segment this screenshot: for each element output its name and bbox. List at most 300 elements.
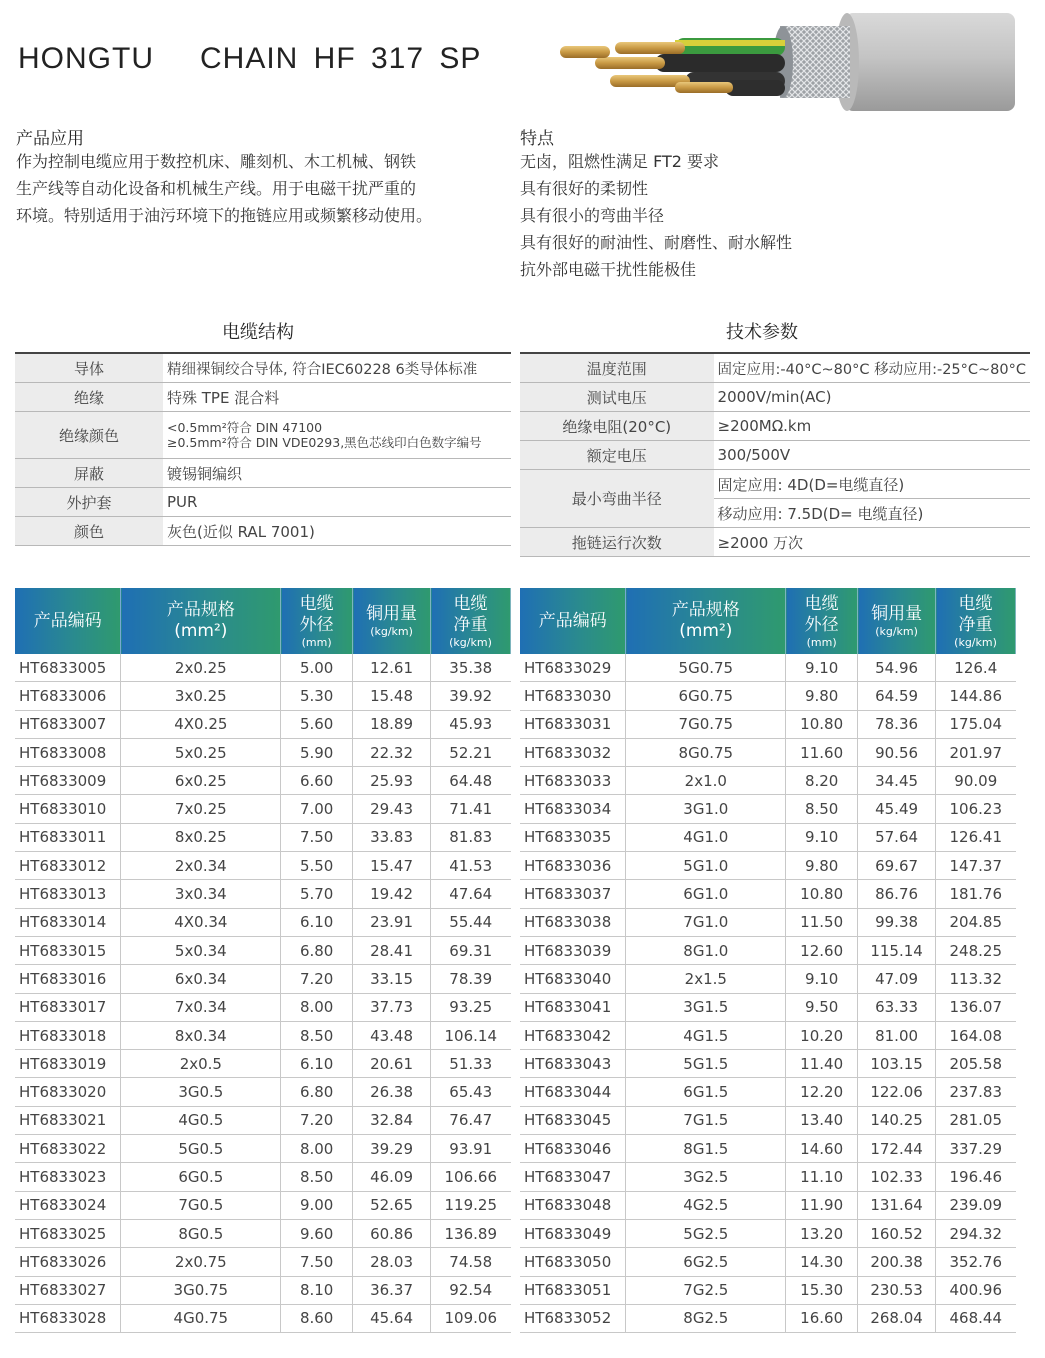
cell-weight: 136.07	[936, 993, 1016, 1021]
table-row	[15, 993, 511, 1021]
cell-code: HT6833041	[520, 993, 626, 1021]
cell-od: 10.20	[786, 1021, 858, 1049]
table-row	[520, 852, 1016, 880]
spec-value-line: <0.5mm²符合 DIN 47100	[167, 420, 323, 435]
cell-od: 9.00	[281, 1191, 353, 1219]
table-row	[520, 795, 1016, 823]
cell-cu: 57.64	[858, 823, 936, 851]
cell-weight: 109.06	[431, 1304, 511, 1332]
header-code: 产品编码	[15, 588, 121, 654]
application-heading: 产品应用	[16, 129, 84, 149]
cell-od: 14.30	[786, 1248, 858, 1276]
cell-weight: 248.25	[936, 936, 1016, 964]
cell-spec: 4X0.25	[121, 710, 281, 738]
cell-od: 11.10	[786, 1163, 858, 1191]
cell-code: HT6833045	[520, 1106, 626, 1134]
cell-weight: 106.66	[431, 1163, 511, 1191]
cell-spec: 6x0.34	[121, 965, 281, 993]
cell-weight: 205.58	[936, 1050, 1016, 1078]
spec-key: 绝缘电阻(20°C)	[520, 412, 714, 441]
cell-spec: 7G0.75	[626, 710, 786, 738]
cell-cu: 60.86	[353, 1219, 431, 1247]
table-row	[520, 1248, 1016, 1276]
cell-weight: 74.58	[431, 1248, 511, 1276]
cell-od: 7.20	[281, 965, 353, 993]
cell-weight: 51.33	[431, 1050, 511, 1078]
cell-cu: 33.15	[353, 965, 431, 993]
table-row	[15, 852, 511, 880]
cell-weight: 337.29	[936, 1135, 1016, 1163]
table-row	[520, 880, 1016, 908]
spec-key: 屏蔽	[15, 459, 163, 488]
cell-code: HT6833018	[15, 1021, 121, 1049]
cell-od: 8.10	[281, 1276, 353, 1304]
cell-spec: 6G2.5	[626, 1248, 786, 1276]
cell-od: 11.60	[786, 738, 858, 766]
spec-key: 外护套	[15, 488, 163, 517]
cell-code: HT6833011	[15, 823, 121, 851]
table-row	[520, 528, 1030, 557]
cell-cu: 36.37	[353, 1276, 431, 1304]
cell-cu: 15.47	[353, 852, 431, 880]
cell-od: 7.50	[281, 823, 353, 851]
cell-cu: 39.29	[353, 1135, 431, 1163]
cell-cu: 160.52	[858, 1219, 936, 1247]
cell-cu: 28.41	[353, 936, 431, 964]
cell-code: HT6833028	[15, 1304, 121, 1332]
cell-cu: 29.43	[353, 795, 431, 823]
table-row	[520, 823, 1016, 851]
cell-code: HT6833048	[520, 1191, 626, 1219]
cell-spec: 8G1.5	[626, 1135, 786, 1163]
table-row	[15, 1135, 511, 1163]
spec-key: 温度范围	[520, 353, 714, 383]
table-row	[520, 654, 1016, 682]
spec-value: 灰色(近似 RAL 7001)	[163, 517, 511, 546]
cell-spec: 4X0.34	[121, 908, 281, 936]
application-line: 环境。特别适用于油污环境下的拖链应用或频繁移动使用。	[16, 206, 433, 225]
cell-cu: 103.15	[858, 1050, 936, 1078]
cell-code: HT6833046	[520, 1135, 626, 1163]
cell-od: 6.60	[281, 767, 353, 795]
spec-value: 镀锡铜编织	[163, 459, 511, 488]
cell-weight: 52.21	[431, 738, 511, 766]
cell-weight: 400.96	[936, 1276, 1016, 1304]
table-row	[520, 767, 1016, 795]
table-row	[15, 517, 511, 546]
cell-spec: 7x0.25	[121, 795, 281, 823]
cell-weight: 468.44	[936, 1304, 1016, 1332]
table-row	[520, 710, 1016, 738]
table-row	[15, 412, 511, 459]
cell-cu: 47.09	[858, 965, 936, 993]
cell-od: 9.10	[786, 965, 858, 993]
table-row	[520, 1219, 1016, 1247]
cell-weight: 90.09	[936, 767, 1016, 795]
cell-spec: 7x0.34	[121, 993, 281, 1021]
cell-weight: 92.54	[431, 1276, 511, 1304]
cell-code: HT6833005	[15, 654, 121, 682]
spec-value-line: ≥0.5mm²符合 DIN VDE0293,黑色芯线印白色数字编号	[167, 435, 482, 450]
cell-cu: 63.33	[858, 993, 936, 1021]
cell-code: HT6833034	[520, 795, 626, 823]
feature-item: 无卤，阻燃性满足 FT2 要求	[520, 152, 720, 171]
cell-code: HT6833042	[520, 1021, 626, 1049]
table-row	[15, 1021, 511, 1049]
product-table-right	[520, 588, 1016, 1333]
spec-value: 移动应用: 7.5D(D= 电缆直径)	[714, 499, 1030, 528]
cell-od: 15.30	[786, 1276, 858, 1304]
cell-cu: 99.38	[858, 908, 936, 936]
cell-spec: 8G0.5	[121, 1219, 281, 1247]
cell-cu: 23.91	[353, 908, 431, 936]
table-row	[15, 1304, 511, 1332]
cell-weight: 55.44	[431, 908, 511, 936]
header-od: 电缆 外径 (mm)	[281, 588, 353, 654]
cell-od: 5.70	[281, 880, 353, 908]
cell-cu: 90.56	[858, 738, 936, 766]
header-code: 产品编码	[520, 588, 626, 654]
cell-code: HT6833015	[15, 936, 121, 964]
cell-od: 7.50	[281, 1248, 353, 1276]
cell-weight: 196.46	[936, 1163, 1016, 1191]
cell-cu: 37.73	[353, 993, 431, 1021]
cell-cu: 12.61	[353, 654, 431, 682]
cell-weight: 106.14	[431, 1021, 511, 1049]
cell-od: 9.10	[786, 823, 858, 851]
cell-cu: 230.53	[858, 1276, 936, 1304]
cell-weight: 294.32	[936, 1219, 1016, 1247]
header-od: 电缆 外径 (mm)	[786, 588, 858, 654]
cell-spec: 2x0.75	[121, 1248, 281, 1276]
table-row	[520, 1135, 1016, 1163]
cell-code: HT6833038	[520, 908, 626, 936]
structure-table	[15, 352, 511, 546]
table-row	[15, 880, 511, 908]
table-row	[520, 1106, 1016, 1134]
cell-cu: 131.64	[858, 1191, 936, 1219]
spec-key: 额定电压	[520, 441, 714, 470]
spec-value: 固定应用: 4D(D=电缆直径)	[714, 470, 1030, 499]
cell-weight: 76.47	[431, 1106, 511, 1134]
cell-od: 9.50	[786, 993, 858, 1021]
cell-weight: 81.83	[431, 823, 511, 851]
cell-weight: 35.38	[431, 654, 511, 682]
table-row	[15, 936, 511, 964]
spec-key: 测试电压	[520, 383, 714, 412]
cell-od: 8.50	[281, 1163, 353, 1191]
cell-spec: 5G1.5	[626, 1050, 786, 1078]
cell-spec: 5G0.75	[626, 654, 786, 682]
cell-od: 11.50	[786, 908, 858, 936]
cell-od: 7.20	[281, 1106, 353, 1134]
table-row	[15, 1078, 511, 1106]
cell-weight: 126.4	[936, 654, 1016, 682]
cell-od: 13.40	[786, 1106, 858, 1134]
cell-weight: 41.53	[431, 852, 511, 880]
cell-weight: 64.48	[431, 767, 511, 795]
cell-spec: 2x0.25	[121, 654, 281, 682]
cell-weight: 352.76	[936, 1248, 1016, 1276]
table-row	[520, 1163, 1016, 1191]
cell-spec: 3G2.5	[626, 1163, 786, 1191]
cell-spec: 3G1.5	[626, 993, 786, 1021]
cell-spec: 4G0.5	[121, 1106, 281, 1134]
cell-code: HT6833035	[520, 823, 626, 851]
features-list	[520, 148, 792, 283]
cell-weight: 119.25	[431, 1191, 511, 1219]
cell-code: HT6833032	[520, 738, 626, 766]
header-cu: 铜用量 (kg/km)	[353, 588, 431, 654]
cell-spec: 5G2.5	[626, 1219, 786, 1247]
cell-cu: 34.45	[858, 767, 936, 795]
cell-code: HT6833019	[15, 1050, 121, 1078]
cell-spec: 6G0.5	[121, 1163, 281, 1191]
cell-weight: 144.86	[936, 682, 1016, 710]
cell-od: 11.90	[786, 1191, 858, 1219]
table-row	[520, 470, 1030, 499]
cell-od: 8.00	[281, 993, 353, 1021]
header-cu: 铜用量 (kg/km)	[858, 588, 936, 654]
header-spec: 产品规格 (mm²)	[121, 588, 281, 654]
cell-spec: 3G0.75	[121, 1276, 281, 1304]
table-row	[15, 1191, 511, 1219]
application-line: 作为控制电缆应用于数控机床、雕刻机、木工机械、钢铁	[16, 152, 417, 171]
cell-code: HT6833044	[520, 1078, 626, 1106]
table-row	[15, 965, 511, 993]
cell-cu: 45.64	[353, 1304, 431, 1332]
cell-od: 8.60	[281, 1304, 353, 1332]
cell-cu: 52.65	[353, 1191, 431, 1219]
cell-weight: 65.43	[431, 1078, 511, 1106]
cell-code: HT6833027	[15, 1276, 121, 1304]
cell-spec: 3x0.34	[121, 880, 281, 908]
cell-code: HT6833016	[15, 965, 121, 993]
spec-value: 精细裸铜绞合导体, 符合IEC60228 6类导体标准	[163, 353, 511, 383]
cell-spec: 6x0.25	[121, 767, 281, 795]
table-row	[15, 1050, 511, 1078]
table-row	[15, 1106, 511, 1134]
cell-od: 8.50	[786, 795, 858, 823]
spec-value: 固定应用:-40°C~80°C 移动应用:-25°C~80°C	[714, 353, 1030, 383]
cell-od: 8.20	[786, 767, 858, 795]
spec-value: 特殊 TPE 混合料	[163, 383, 511, 412]
cell-cu: 43.48	[353, 1021, 431, 1049]
table-row	[15, 823, 511, 851]
tech-title: 技术参数	[726, 322, 798, 343]
cell-weight: 69.31	[431, 936, 511, 964]
cell-spec: 5G1.0	[626, 852, 786, 880]
cell-code: HT6833010	[15, 795, 121, 823]
cell-code: HT6833047	[520, 1163, 626, 1191]
cell-spec: 4G2.5	[626, 1191, 786, 1219]
spec-key: 颜色	[15, 517, 163, 546]
table-row	[15, 682, 511, 710]
cell-od: 5.60	[281, 710, 353, 738]
cell-weight: 93.25	[431, 993, 511, 1021]
cell-cu: 26.38	[353, 1078, 431, 1106]
table-row	[15, 654, 511, 682]
cell-od: 9.80	[786, 682, 858, 710]
cell-spec: 8G0.75	[626, 738, 786, 766]
cell-spec: 7G1.5	[626, 1106, 786, 1134]
cell-od: 9.60	[281, 1219, 353, 1247]
table-row	[15, 459, 511, 488]
table-row	[15, 738, 511, 766]
table-row	[520, 441, 1030, 470]
cell-spec: 2x1.0	[626, 767, 786, 795]
cell-code: HT6833040	[520, 965, 626, 993]
cell-cu: 15.48	[353, 682, 431, 710]
cell-cu: 46.09	[353, 1163, 431, 1191]
cell-code: HT6833006	[15, 682, 121, 710]
cell-weight: 47.64	[431, 880, 511, 908]
header-spec: 产品规格 (mm²)	[626, 588, 786, 654]
cell-code: HT6833022	[15, 1135, 121, 1163]
cell-cu: 78.36	[858, 710, 936, 738]
cell-code: HT6833031	[520, 710, 626, 738]
cell-spec: 8G2.5	[626, 1304, 786, 1332]
table-row	[15, 1248, 511, 1276]
cell-od: 9.80	[786, 852, 858, 880]
table-row	[520, 1191, 1016, 1219]
cell-od: 16.60	[786, 1304, 858, 1332]
application-line: 生产线等自动化设备和机械生产线。用于电磁干扰严重的	[16, 179, 417, 198]
cell-weight: 164.08	[936, 1021, 1016, 1049]
table-row	[520, 965, 1016, 993]
cell-spec: 7G0.5	[121, 1191, 281, 1219]
spec-key: 导体	[15, 353, 163, 383]
cell-cu: 18.89	[353, 710, 431, 738]
table-row	[520, 682, 1016, 710]
cell-cu: 200.38	[858, 1248, 936, 1276]
cell-spec: 3G1.0	[626, 795, 786, 823]
cell-code: HT6833008	[15, 738, 121, 766]
cell-code: HT6833043	[520, 1050, 626, 1078]
cell-weight: 147.37	[936, 852, 1016, 880]
cell-code: HT6833051	[520, 1276, 626, 1304]
cell-code: HT6833017	[15, 993, 121, 1021]
cell-cu: 32.84	[353, 1106, 431, 1134]
features-heading: 特点	[520, 129, 554, 149]
spec-key: 绝缘颜色	[15, 412, 163, 459]
cell-cu: 115.14	[858, 936, 936, 964]
cell-od: 7.00	[281, 795, 353, 823]
feature-item: 具有很好的耐油性、耐磨性、耐水解性	[520, 233, 793, 252]
table-row	[15, 383, 511, 412]
cell-od: 5.50	[281, 852, 353, 880]
cell-code: HT6833026	[15, 1248, 121, 1276]
cell-spec: 8G1.0	[626, 936, 786, 964]
spec-value: 2000V/min(AC)	[714, 383, 1030, 412]
cell-od: 9.10	[786, 654, 858, 682]
cell-spec: 6G1.0	[626, 880, 786, 908]
cell-cu: 172.44	[858, 1135, 936, 1163]
header-weight: 电缆 净重 (kg/km)	[936, 588, 1016, 654]
cell-weight: 204.85	[936, 908, 1016, 936]
spec-value: ≥2000 万次	[714, 528, 1030, 557]
table-row	[520, 738, 1016, 766]
cell-code: HT6833012	[15, 852, 121, 880]
cell-code: HT6833020	[15, 1078, 121, 1106]
cell-weight: 175.04	[936, 710, 1016, 738]
cell-od: 8.00	[281, 1135, 353, 1163]
table-row	[520, 993, 1016, 1021]
cell-spec: 7G2.5	[626, 1276, 786, 1304]
cell-cu: 69.67	[858, 852, 936, 880]
table-row	[520, 936, 1016, 964]
cell-od: 8.50	[281, 1021, 353, 1049]
cell-code: HT6833014	[15, 908, 121, 936]
cell-code: HT6833021	[15, 1106, 121, 1134]
cell-od: 12.20	[786, 1078, 858, 1106]
cell-cu: 19.42	[353, 880, 431, 908]
table-row	[520, 1078, 1016, 1106]
cell-spec: 4G0.75	[121, 1304, 281, 1332]
table-row	[520, 383, 1030, 412]
cell-code: HT6833025	[15, 1219, 121, 1247]
header-weight: 电缆 净重 (kg/km)	[431, 588, 511, 654]
cell-code: HT6833050	[520, 1248, 626, 1276]
spec-key: 拖链运行次数	[520, 528, 714, 557]
table-row	[520, 1021, 1016, 1049]
cell-od: 12.60	[786, 936, 858, 964]
cell-cu: 81.00	[858, 1021, 936, 1049]
cell-spec: 5G0.5	[121, 1135, 281, 1163]
cell-cu: 86.76	[858, 880, 936, 908]
cell-od: 14.60	[786, 1135, 858, 1163]
cell-weight: 45.93	[431, 710, 511, 738]
cell-spec: 7G1.0	[626, 908, 786, 936]
cell-spec: 2x0.5	[121, 1050, 281, 1078]
cell-od: 6.10	[281, 908, 353, 936]
cell-od: 6.80	[281, 1078, 353, 1106]
cell-cu: 54.96	[858, 654, 936, 682]
cell-weight: 201.97	[936, 738, 1016, 766]
cell-code: HT6833036	[520, 852, 626, 880]
cell-spec: 8x0.34	[121, 1021, 281, 1049]
cell-cu: 122.06	[858, 1078, 936, 1106]
cell-weight: 281.05	[936, 1106, 1016, 1134]
cell-od: 5.30	[281, 682, 353, 710]
tech-table	[520, 352, 1030, 557]
cell-cu: 268.04	[858, 1304, 936, 1332]
spec-value: ≥200MΩ.km	[714, 412, 1030, 441]
table-row	[15, 488, 511, 517]
cell-code: HT6833030	[520, 682, 626, 710]
cell-cu: 45.49	[858, 795, 936, 823]
cell-code: HT6833024	[15, 1191, 121, 1219]
cell-cu: 25.93	[353, 767, 431, 795]
cell-weight: 113.32	[936, 965, 1016, 993]
cell-code: HT6833023	[15, 1163, 121, 1191]
application-text	[16, 148, 432, 229]
cell-spec: 6G1.5	[626, 1078, 786, 1106]
table-row	[520, 1050, 1016, 1078]
cell-spec: 3G0.5	[121, 1078, 281, 1106]
cell-weight: 181.76	[936, 880, 1016, 908]
feature-item: 具有很小的弯曲半径	[520, 206, 665, 225]
cell-code: HT6833013	[15, 880, 121, 908]
table-row	[15, 710, 511, 738]
cell-od: 5.00	[281, 654, 353, 682]
table-row	[15, 353, 511, 383]
spec-key: 最小弯曲半径	[520, 470, 714, 528]
cell-code: HT6833052	[520, 1304, 626, 1332]
product-table-left	[15, 588, 511, 1333]
cell-code: HT6833009	[15, 767, 121, 795]
cell-spec: 8x0.25	[121, 823, 281, 851]
